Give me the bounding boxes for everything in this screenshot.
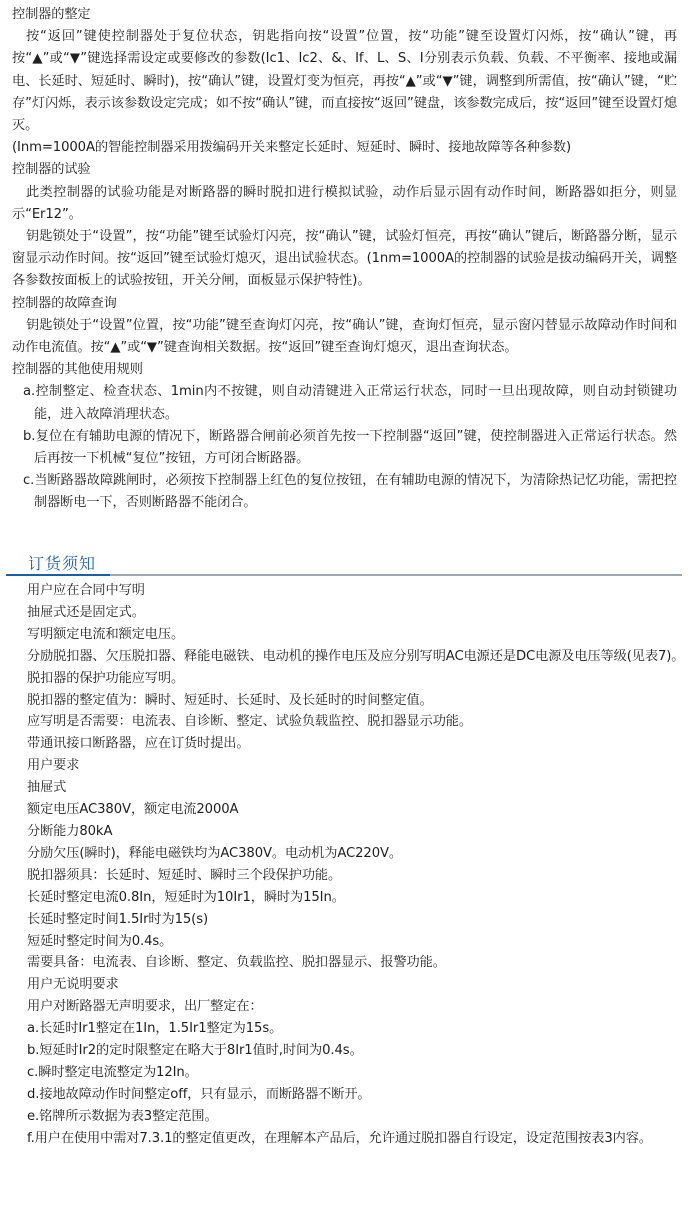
order-line: 用户无说明要求 — [27, 977, 119, 993]
setting-heading: 控制器的整定 — [12, 7, 91, 22]
order-line: 抽屉式还是固定式。 — [27, 604, 145, 620]
order-notice-body — [27, 580, 685, 1150]
order-line: 用户要求 — [27, 758, 80, 774]
order-line: 抽屉式 — [27, 780, 67, 796]
order-line: e.铭牌所示数据为表3整定范围。 — [27, 1108, 218, 1124]
order-line: 分断能力80kA — [27, 823, 113, 839]
controller-sections — [0, 0, 691, 515]
order-line: 额定电压AC380V，额定电流2000A — [27, 802, 239, 818]
test-heading: 控制器的试验 — [12, 162, 91, 178]
order-line: 分励脱扣器、欠压脱扣器、释能电磁铁、电动机的操作电压及应分别写明AC电源还是DC电源及电压等级(见表7)。 — [27, 648, 685, 664]
test-paragraph-2: 钥匙锁处于“设置”，按“功能”键至试验灯闪亮，按“确认”键，试验灯恒亮，再按“确认”键后，断路器分断，显示窗显示动作时间。按“返回”键至试验灯熄灭，退出试验状态。(1nm=1000A的控制器的试验是拔动编码开关，调整各参数按面板上的试验按钮，开关分闸，面板显示保护特性)。 — [12, 229, 677, 289]
order-line: 分励欠压(瞬时)，释能电磁铁均为AC380V。电动机为AC220V。 — [27, 845, 403, 861]
order-line: d.接地故障动作时间整定off，只有显示，而断路器不断开。 — [27, 1086, 371, 1102]
order-line: 长延时整定电流0.8In，短延时为10Ir1，瞬时为15In。 — [27, 889, 345, 905]
rules-heading: 控制器的其他使用规则 — [12, 362, 143, 378]
order-line: 脱扣器的保护功能应写明。 — [27, 670, 185, 686]
rule-item: c.当断路器故障跳闸时，必须按下控制器上红色的复位按钮，在有辅助电源的情况下，为清除热记忆功能，需把控制器断电一下，否则断路器不能闭合。 — [23, 473, 677, 511]
order-line: b.短延时Ir2的定时限整定在略大于8Ir1值时,时间为0.4s。 — [27, 1043, 363, 1059]
fault-heading: 控制器的故障查询 — [12, 295, 117, 311]
order-line: 写明额定电流和额定电压。 — [27, 626, 185, 642]
order-line: c.瞬时整定电流整定为12In。 — [27, 1064, 198, 1080]
test-paragraph-1: 此类控制器的试验功能是对断路器的瞬时脱扣进行模拟试验，动作后显示固有动作时间，断路器如拒分，则显示“Er12”。 — [12, 184, 677, 222]
order-line: 用户应在合同中写明 — [27, 583, 145, 598]
order-line: f.用户在使用中需对7.3.1的整定值更改，在理解本产品后，允许通过脱扣器自行设定，设定范围按表3内容。 — [27, 1130, 652, 1146]
order-line: a.长延时Ir1整定在1In，1.5Ir1整定为15s。 — [27, 1021, 283, 1037]
order-line: 长延时整定时间1.5Ir时为15(s) — [27, 911, 209, 927]
setting-paragraph: 按“返回”键使控制器处于复位状态，钥匙指向按“设置”位置，按“功能”键至设置灯闪烁，按“确认”键，再按“▲”或“▼”键选择需设定或要修改的参数(Ic1、Ic2、&、If、L、S、I分别表示负载、负载、不平衡率、接地或漏电、长延时、短延时、瞬时)，按“确认”键，设置灯变为恒亮，再按“▲”或“▼”键，调整到所需值，按“确认”键，“贮存”灯闪烁，表示该参数设定完成；如不按“确认”键，而直接按“返回”键盘，该参数完成后，按“返回”键至设置灯熄灭。 — [12, 29, 677, 134]
order-notice-title: 订货须知 — [28, 554, 97, 573]
order-line: 短延时整定时间为0.4s。 — [27, 933, 173, 949]
order-line: 需要具备：电流表、自诊断、整定、负载监控、脱扣器显示、报警功能。 — [27, 955, 446, 971]
fault-paragraph: 钥匙锁处于“设置”位置，按“功能”键至查询灯闪亮，按“确认”键，查询灯恒亮，显示窗闪替显示故障动作时间和动作电流值。按“▲”或“▼”键查询相关数据。按“返回”键至查询灯熄灭，退出查询状态。 — [12, 317, 677, 356]
order-line: 脱扣器须具：长延时、短延时、瞬时三个段保护功能。 — [27, 867, 342, 883]
order-line: 应写明是否需要：电流表、自诊断、整定、试验负载监控、脱扣器显示功能。 — [27, 714, 472, 730]
order-line: 带通讯接口断路器，应在订货时提出。 — [27, 736, 250, 752]
section-divider — [6, 574, 682, 576]
rule-item: a.控制整定、检查状态、1min内不按键，则自动清键进入正常运行状态，同时一旦出现故障，则自动封锁键功能，进入故障消理状态。 — [23, 384, 677, 422]
divider-accent — [6, 574, 110, 576]
order-line: 用户对断路器无声明要求，出厂整定在： — [27, 999, 263, 1015]
rule-item: b.复位在有辅助电源的情况下，断路器合闸前必须首先按一下控制器“返回”键，使控制器进入正常运行状态。然后再按一下机械“复位”按钮，方可闭合断路器。 — [23, 428, 677, 467]
order-line: 脱扣器的整定值为：瞬时、短延时、长延时、及长延时的时间整定值。 — [27, 692, 433, 708]
setting-note: (Inm=1000A的智能控制器采用拨编码开关来整定长延时、短延时、瞬时、接地故障等各种参数) — [12, 140, 572, 156]
